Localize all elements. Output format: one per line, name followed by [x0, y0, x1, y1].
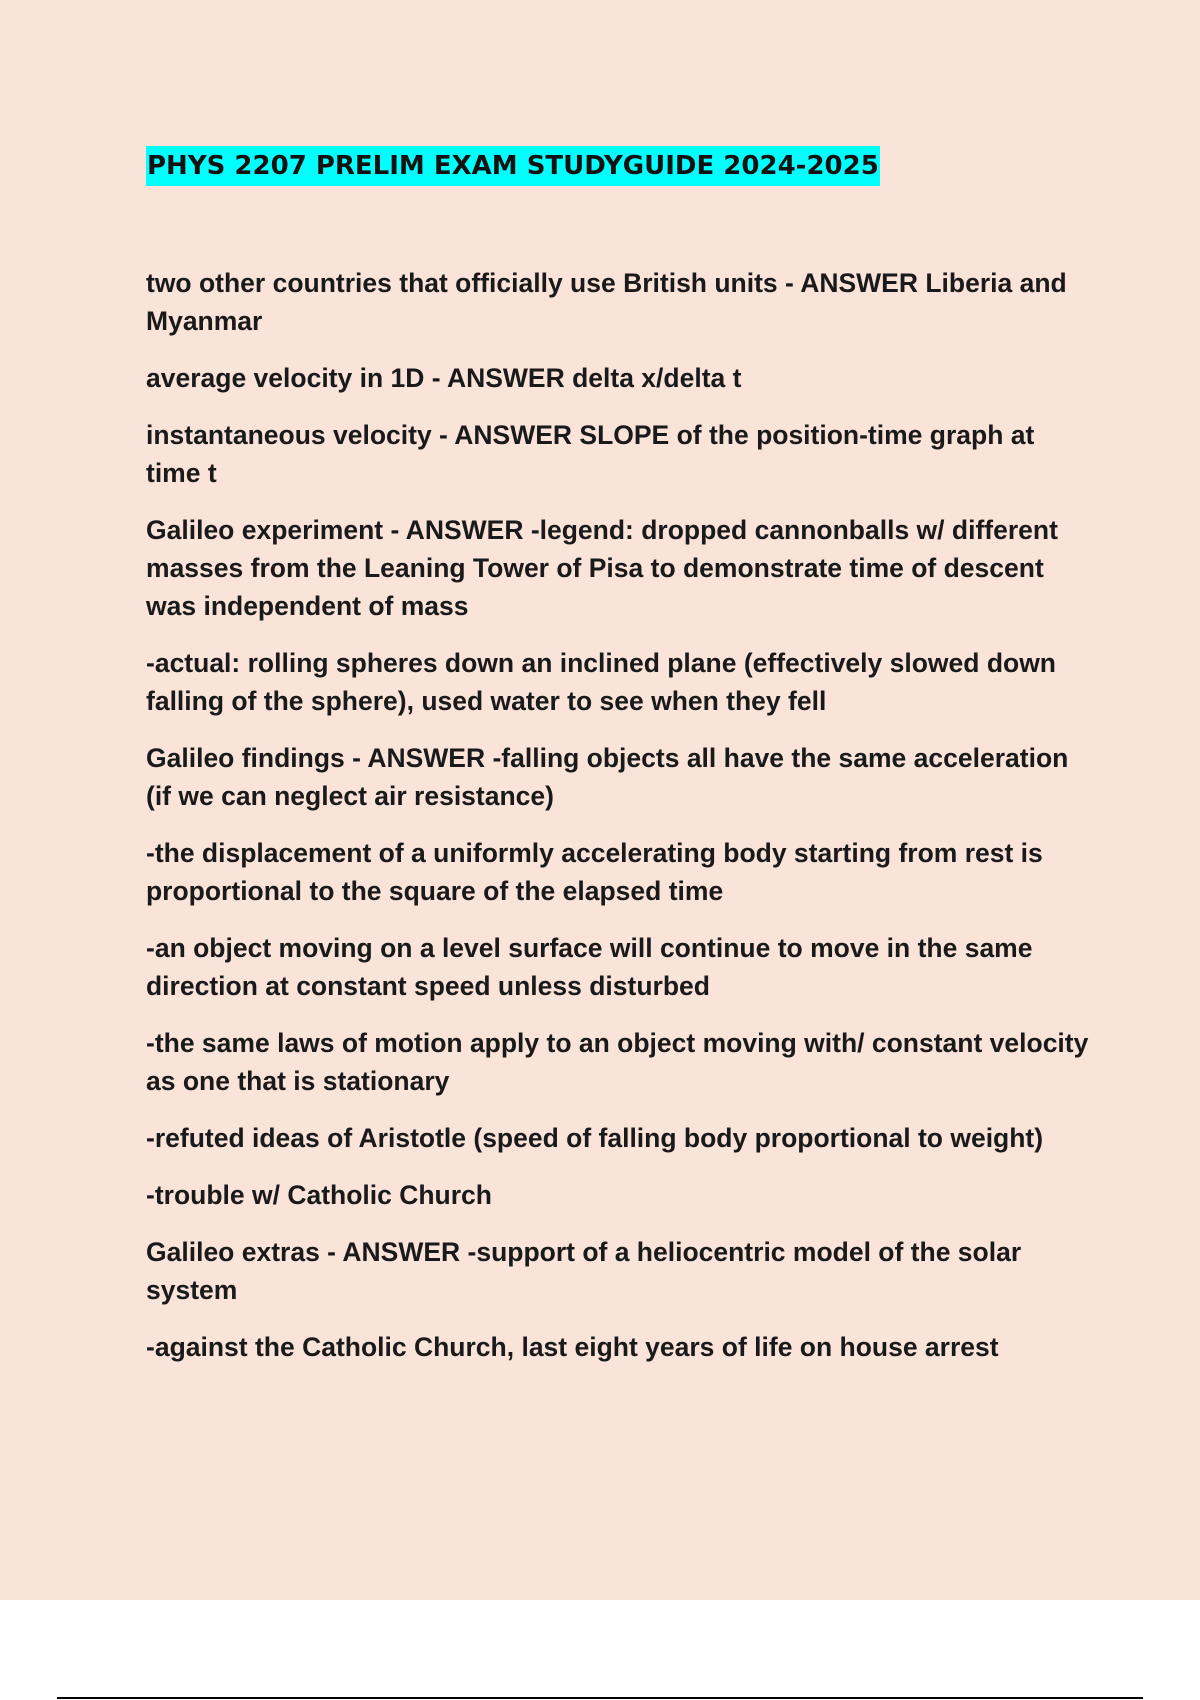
paragraph-galileo-experiment: Galileo experiment - ANSWER -legend: dropped cannonballs w/ different masses from the Leaning Tower of Pisa to demonstrate time of descent was independent of mass	[146, 515, 1058, 621]
document-body	[146, 264, 1096, 1385]
document-title: PHYS 2207 PRELIM EXAM STUDYGUIDE 2024-2025	[146, 146, 880, 186]
paragraph-galileo-extras: Galileo extras - ANSWER -support of a heliocentric model of the solar system	[146, 1237, 1022, 1305]
paragraph-house-arrest: -against the Catholic Church, last eight years of life on house arrest	[146, 1332, 999, 1362]
paragraph-instantaneous-velocity: instantaneous velocity - ANSWER SLOPE of the position-time graph at time t	[146, 420, 1035, 488]
paragraph-catholic-church: -trouble w/ Catholic Church	[146, 1180, 492, 1210]
paragraph-aristotle: -refuted ideas of Aristotle (speed of falling body proportional to weight)	[146, 1123, 1044, 1153]
paragraph-galileo-actual: -actual: rolling spheres down an inclined plane (effectively slowed down falling of the sphere), used water to see when they fell	[146, 648, 1056, 716]
paragraph-laws-of-motion: -the same laws of motion apply to an object moving with/ constant velocity as one that is stationary	[146, 1028, 1089, 1096]
paragraph-level-surface: -an object moving on a level surface will continue to move in the same direction at constant speed unless disturbed	[146, 933, 1033, 1001]
paragraph-galileo-findings: Galileo findings - ANSWER -falling objects all have the same acceleration (if we can neglect air resistance)	[146, 743, 1069, 811]
paragraph-displacement: -the displacement of a uniformly accelerating body starting from rest is proportional to the square of the elapsed time	[146, 838, 1043, 906]
paragraph-average-velocity: average velocity in 1D - ANSWER delta x/delta t	[146, 363, 742, 393]
footer-divider	[57, 1697, 1143, 1699]
paragraph-british-units: two other countries that officially use British units - ANSWER Liberia and Myanmar	[146, 268, 1067, 336]
